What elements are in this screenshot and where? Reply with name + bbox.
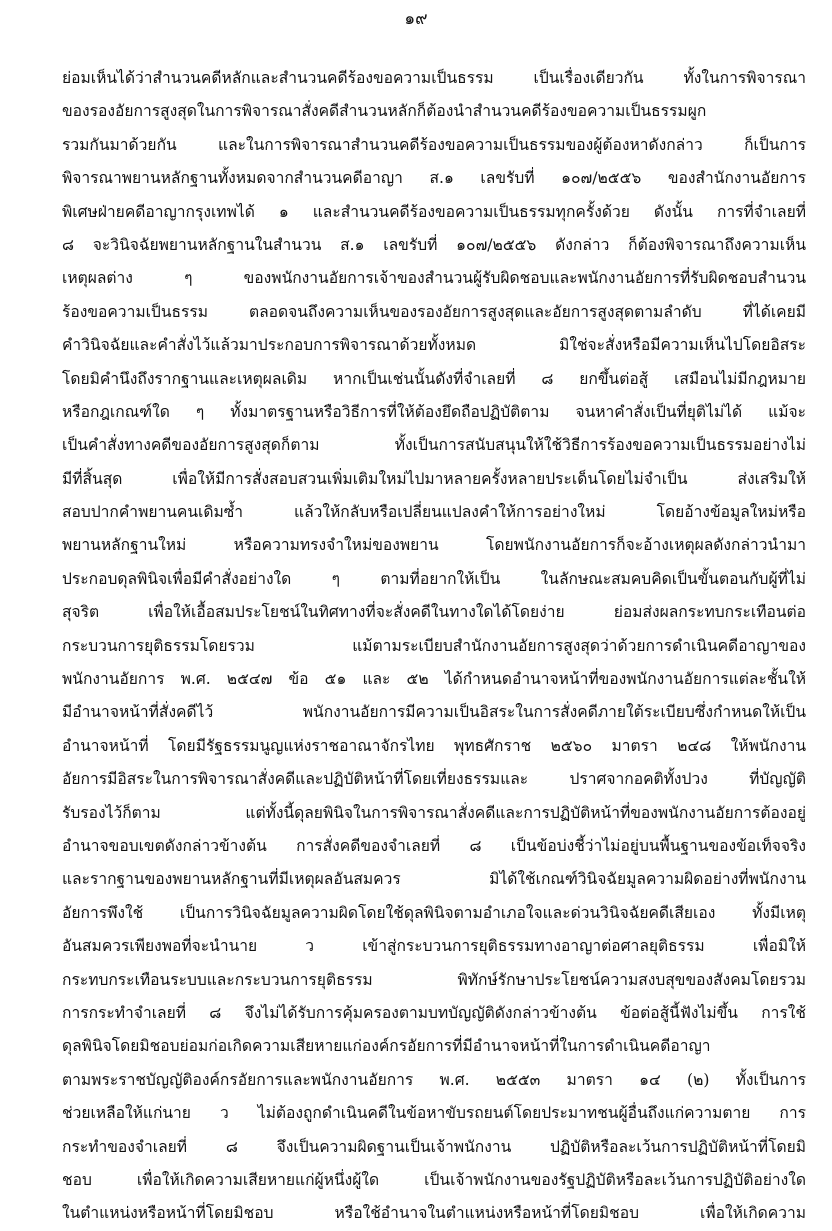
text-line: เป็นคำสั่งทางคดีของอัยการสูงสุดก็ตาม ทั้งเป็นการสนับสนุนให้ใช้วิธีการร้องขอความเป็นธรรมอย่างไม่ (62, 436, 806, 455)
text-line: พนักงานอัยการ พ.ศ. ๒๕๔๗ ข้อ ๕๑ และ ๕๒ ได้กำหนดอำนาจหน้าที่ของพนักงานอัยการแต่ละชั้นให้ (62, 670, 806, 689)
text-line: กระทบกระเทือนระบบและกระบวนการยุติธรรม พิทักษ์รักษาประโยชน์ความสงบสุขของสังคมโดยรวม (62, 970, 806, 989)
text-line: อัยการมีอิสระในการพิจารณาสั่งคดีและปฏิบัติหน้าที่โดยเที่ยงธรรมและ ปราศจากอคติทั้งปวง ที่บัญญัติ (62, 770, 806, 789)
text-line: คำวินิจฉัยและคำสั่งไว้แล้วมาประกอบการพิจารณาด้วยทั้งหมด มิใช่จะสั่งหรือมีความเห็นไปโดยอิสระ (62, 336, 806, 355)
text-line: อัยการพึงใช้ เป็นการวินิจฉัยมูลความผิดโดยใช้ดุลพินิจตามอำเภอใจและด่วนวินิจฉัยคดีเสียเอง ทั้งมีเหตุ (62, 903, 806, 922)
text-line: ๘ จะวินิจฉัยพยานหลักฐานในสำนวน ส.๑ เลขรับที่ ๑๐๗/๒๕๕๖ ดังกล่าว ก็ต้องพิจารณาถึงความเห็น (62, 235, 806, 254)
text-line: ย่อมเห็นได้ว่าสำนวนคดีหลักและสำนวนคดีร้องขอความเป็นธรรม เป็นเรื่องเดียวกัน ทั้งในการพิจารณา (62, 69, 806, 87)
text-line: รวมกันมาด้วยกัน และในการพิจารณาสำนวนคดีร้องขอความเป็นธรรมของผู้ต้องหาดังกล่าว ก็เป็นการ (62, 135, 806, 154)
text-line: ประกอบดุลพินิจเพื่อมีคำสั่งอย่างใด ๆ ตามที่อยากให้เป็น ในลักษณะสมคบคิดเป็นขั้นตอนกับผู้ที่ไม่ (62, 569, 806, 588)
text-line: หรือกฎเกณฑ์ใด ๆ ทั้งมาตรฐานหรือวิธีการที่ให้ต้องยึดถือปฏิบัติตาม จนหาคำสั่งเป็นที่ยุติไม่ได้ แม้จะ (62, 402, 806, 421)
text-line: ดุลพินิจโดยมิชอบย่อมก่อเกิดความเสียหายแก่องค์กรอัยการที่มีอำนาจหน้าที่ในการดำเนินคดีอาญา (62, 1037, 711, 1056)
text-line: อำนาจขอบเขตดังกล่าวข้างต้น การสั่งคดีของจำเลยที่ ๘ เป็นข้อบ่งชี้ว่าไม่อยู่บนพื้นฐานของข้อเท็จจริง (62, 836, 806, 855)
text-line: รับรองไว้ก็ตาม แต่ทั้งนี้ดุลยพินิจในการพิจารณาสั่งคดีและการปฏิบัติหน้าที่ของพนักงานอัยการต้องอยู่ (62, 803, 806, 822)
text-line: ในตำแหน่งหรือหน้าที่โดยมิชอบ หรือใช้อำนาจในตำแหน่งหรือหน้าที่โดยมิชอบ เพื่อให้เกิดความ (62, 1204, 806, 1223)
text-line: ตามพระราชบัญญัติองค์กรอัยการและพนักงานอัยการ พ.ศ. ๒๕๕๓ มาตรา ๑๔ (๒) ทั้งเป็นการ (62, 1070, 806, 1089)
text-line: พิเศษฝ่ายคดีอาญากรุงเทพได้ ๑ และสำนวนคดีร้องขอความเป็นธรรมทุกครั้งด้วย ดังนั้น การที่จำเลยที่ (62, 202, 806, 221)
text-line: ชอบ เพื่อให้เกิดความเสียหายแก่ผู้หนึ่งผู้ใด เป็นเจ้าพนักงานของรัฐปฏิบัติหรือละเว้นการปฏิบัติอย่างใด (62, 1170, 806, 1189)
text-line: มีอำนาจหน้าที่สั่งคดีไว้ พนักงานอัยการมีความเป็นอิสระในการสั่งคดีภายใต้ระเบียบซึ่งกำหนดให้เป็น (62, 703, 806, 722)
body-paragraph (62, 62, 806, 1231)
text-line: ร้องขอความเป็นธรรม ตลอดจนถึงความเห็นของรองอัยการสูงสุดและอัยการสูงสุดตามลำดับ ที่ได้เคยมี (62, 302, 806, 321)
text-line: ของรองอัยการสูงสุดในการพิจารณาสั่งคดีสำนวนหลักก็ต้องนำสำนวนคดีร้องขอความเป็นธรรมผูก (62, 102, 707, 121)
text-line: มีที่สิ้นสุด เพื่อให้มีการสั่งสอบสวนเพิ่มเติมใหม่ไปมาหลายครั้งหลายประเด็นโดยไม่จำเป็น ส่งเสริมให้ (62, 469, 806, 488)
text-line: อันสมควรเพียงพอที่จะนำนาย ว เข้าสู่กระบวนการยุติธรรมทางอาญาต่อศาลยุติธรรม เพื่อมิให้ (62, 937, 806, 956)
text-line: สุจริต เพื่อให้เอื้อสมประโยชน์ในทิศทางที่จะสั่งคดีในทางใดได้โดยง่าย ย่อมส่งผลกระทบกระเทือนต่อ (62, 603, 806, 622)
page-number: ๑๙ (404, 9, 428, 29)
text-line: พยานหลักฐานใหม่ หรือความทรงจำใหม่ของพยาน โดยพนักงานอัยการก็จะอ้างเหตุผลดังกล่าวนำมา (62, 536, 806, 555)
text-line: การกระทำจำเลยที่ ๘ จึงไม่ได้รับการคุ้มครองตามบทบัญญัติดังกล่าวข้างต้น ข้อต่อสู้นี้ฟังไม่ขึ้น การใช้ (62, 1003, 806, 1022)
text-line: อำนาจหน้าที่ โดยมีรัฐธรรมนูญแห่งราชอาณาจักรไทย พุทธศักราช ๒๕๖๐ มาตรา ๒๔๘ ให้พนักงาน (62, 736, 806, 755)
text-line: ช่วยเหลือให้แก่นาย ว ไม่ต้องถูกดำเนินคดีในข้อหาขับรถยนต์โดยประมาทชนผู้อื่นถึงแก่ความตาย การ (62, 1104, 806, 1123)
text-line: กระบวนการยุติธรรมโดยรวม แม้ตามระเบียบสำนักงานอัยการสูงสุดว่าด้วยการดำเนินคดีอาญาของ (62, 636, 806, 655)
text-line: โดยมิคำนึงถึงรากฐานและเหตุผลเดิม หากเป็นเช่นนั้นดังที่จำเลยที่ ๘ ยกขึ้นต่อสู้ เสมือนไม่มีกฎหมาย (62, 369, 806, 388)
text-line: พิจารณาพยานหลักฐานทั้งหมดจากสำนวนคดีอาญา ส.๑ เลขรับที่ ๑๐๗/๒๕๕๖ ของสำนักงานอัยการ (62, 169, 806, 188)
text-line: สอบปากคำพยานคนเดิมซ้ำ แล้วให้กลับหรือเปลี่ยนแปลงคำให้การอย่างใหม่ โดยอ้างข้อมูลใหม่หรือ (62, 503, 806, 522)
text-line: กระทำของจำเลยที่ ๘ จึงเป็นความผิดฐานเป็นเจ้าพนักงาน ปฏิบัติหรือละเว้นการปฏิบัติหน้าที่โดยมิ (62, 1137, 806, 1156)
text-line: เหตุผลต่าง ๆ ของพนักงานอัยการเจ้าของสำนวนผู้รับผิดชอบและพนักงานอัยการที่รับผิดชอบสำนวน (62, 269, 806, 288)
text-line: และรากฐานของพยานหลักฐานที่มีเหตุผลอันสมควร มิได้ใช้เกณฑ์วินิจฉัยมูลความผิดอย่างที่พนักงาน (62, 870, 806, 889)
